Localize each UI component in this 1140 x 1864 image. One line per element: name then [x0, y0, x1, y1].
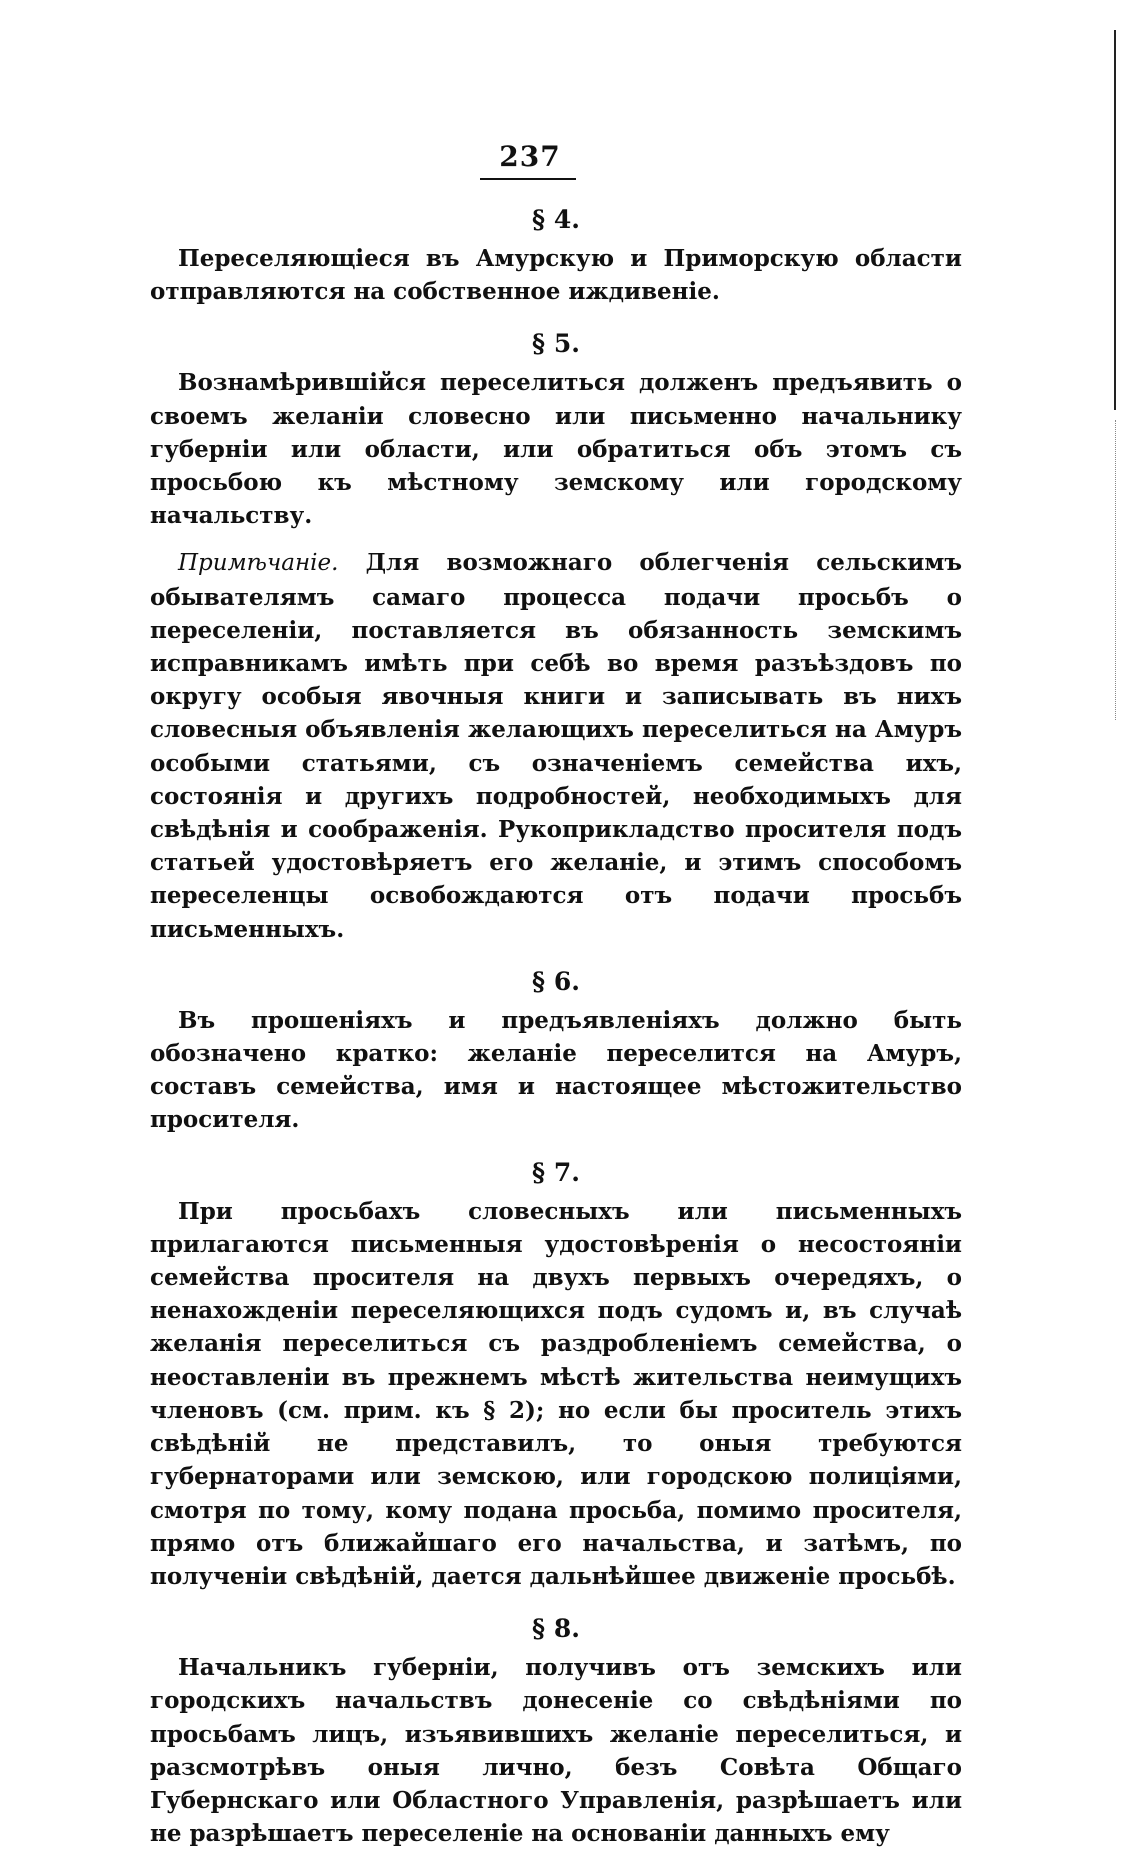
page-number: 237 [499, 140, 561, 173]
page-edge-line [1114, 30, 1116, 410]
note-text: Для возможнаго облегченія сельскимъ обывателямъ самаго процесса подачи просьбъ о переселеніи, поставляется въ обязанность земскимъ исправникамъ имѣть при себѣ во время разъѣздовъ по округу особыя явочныя книги и записывать въ нихъ словесныя объявленія желающихъ переселиться на Амуръ особыми статьями, съ означеніемъ семейства ихъ, состоянія и другихъ подробностей, необходимыхъ для свѣдѣнія и соображенія. Рукоприкладство просителя подъ статьей удостовѣряетъ его желаніе, и этимъ способомъ переселенцы освобождаются отъ подачи просьбъ письменныхъ. [150, 549, 962, 943]
text-block [150, 198, 962, 1864]
section-text-4: Переселяющіеся въ Амурскую и Приморскую области отправляются на собственное иждивеніе. [150, 245, 962, 306]
note-label: Примѣчаніе. [178, 550, 339, 577]
section-text-8: Начальникъ губерніи, получивъ отъ земскихъ или городскихъ начальствъ донесеніе со свѣдѣніями по просьбамъ лицъ, изъявившихъ желаніе переселиться, и разсмотрѣвъ оныя лично, безъ Совѣта Общаго Губернскаго или Областного Управленія, разрѣшаетъ или не разрѣшаетъ переселеніе на основаніи данныхъ ему [150, 1654, 962, 1848]
section-text-6: Въ прошеніяхъ и предъявленіяхъ должно быть обозначено кратко: желаніе переселится на Амуръ, составъ семейства, имя и настоящее мѣстожительство просителя. [150, 1006, 962, 1134]
section-heading-5: § 5. [532, 329, 580, 359]
section-heading-7: § 7. [532, 1157, 580, 1187]
section-heading-4: § 4. [532, 205, 580, 234]
section-heading-8: § 8. [532, 1614, 580, 1644]
page-edge-dots [1115, 420, 1117, 720]
page-number-rule [480, 178, 576, 180]
section-text-5: Вознамѣрившійся переселиться долженъ предъявить о своемъ желаніи словесно или письменно начальнику губерніи или области, или обратиться объ этомъ съ просьбою къ мѣстному земскому или городскому начальству. [150, 369, 962, 530]
section-text-7: При просьбахъ словесныхъ или письменныхъ прилагаются письменныя удостовѣренія о несостояніи семейства просителя на двухъ первыхъ очередяхъ, о ненахожденіи переселяющихся подъ судомъ и, въ случаѣ желанія переселиться съ раздробленіемъ семейства, о неоставленіи въ прежнемъ мѣстѣ жительства неимущихъ членовъ (см. прим. къ § 2); но если бы проситель этихъ свѣдѣній не представилъ, то оныя требуются губернаторами или земскою, или городскою полиціями, смотря по тому, кому подана просьба, помимо просителя, прямо отъ ближайшаго его начальства, и затѣмъ, по полученіи свѣдѣній, дается дальнѣйшее движеніе просьбѣ. [150, 1197, 962, 1590]
section-note-5 [150, 546, 962, 945]
section-heading-6: § 6. [532, 966, 580, 996]
